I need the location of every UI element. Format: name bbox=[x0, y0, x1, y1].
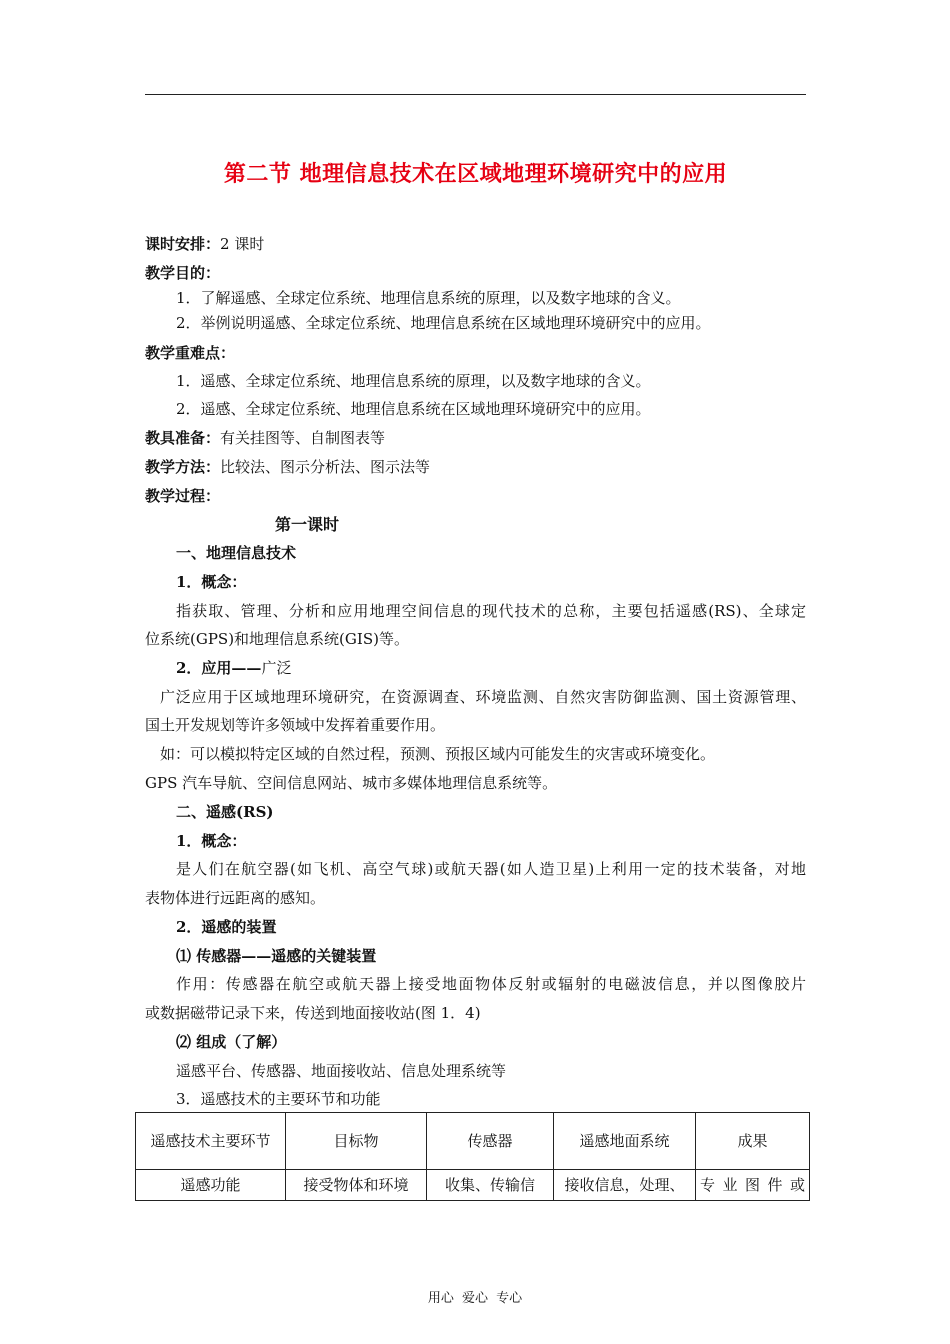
methods-line bbox=[145, 457, 430, 477]
table-header-cell: 成果 bbox=[696, 1113, 810, 1170]
table-cell: 专 业 图 件 或 bbox=[696, 1170, 810, 1201]
keypoint-item: 1．遥感、全球定位系统、地理信息系统的原理，以及数字地球的含义。 bbox=[176, 372, 651, 390]
section1-concept-text: 位系统(GPS)和地理信息系统(GIS)等。 bbox=[145, 630, 409, 648]
section1-concept-heading: 1．概念： bbox=[176, 573, 247, 591]
table-header-cell: 遥感地面系统 bbox=[554, 1113, 696, 1170]
process-label: 教学过程： bbox=[145, 487, 221, 505]
section2-concept-heading: 1．概念： bbox=[176, 832, 247, 850]
page-footer: 用心 爱心 专心 bbox=[427, 1291, 523, 1306]
section2-sensor-text: 或数据磁带记录下来，传送到地面接收站(图 1．4) bbox=[145, 1004, 481, 1022]
schedule-label: 课时安排： bbox=[145, 235, 221, 253]
table-header-row bbox=[136, 1113, 810, 1170]
header-rule bbox=[145, 94, 806, 95]
section1-heading: 一、地理信息技术 bbox=[176, 544, 297, 562]
section1-application-heading: 2．应用—— bbox=[176, 659, 262, 677]
methods-value: 比较法、图示分析法、图示法等 bbox=[220, 458, 431, 476]
tools-value: 有关挂图等、自制图表等 bbox=[220, 429, 386, 447]
section2-concept-text: 是人们在航空器(如飞机、高空气球)或航天器(如人造卫星)上利用一定的技术装备，对地 bbox=[176, 860, 806, 878]
section2-device-heading: 2．遥感的装置 bbox=[176, 918, 277, 936]
table-cell: 收集、传输信 bbox=[427, 1170, 554, 1201]
lesson-title: 第一课时 bbox=[275, 515, 340, 534]
section1-application-text: 国土开发规划等许多领域中发挥着重要作用。 bbox=[145, 716, 446, 734]
objective-item: 2．举例说明遥感、全球定位系统、地理信息系统在区域地理环境研究中的应用。 bbox=[176, 314, 711, 332]
section1-example-text: GPS 汽车导航、空间信息网站、城市多媒体地理信息系统等。 bbox=[145, 774, 558, 792]
section2-concept-text: 表物体进行远距离的感知。 bbox=[145, 889, 326, 907]
section2-heading: 二、遥感(RS) bbox=[176, 803, 274, 821]
schedule-line bbox=[145, 234, 264, 254]
table-header-cell: 目标物 bbox=[286, 1113, 427, 1170]
schedule-value: 2 课时 bbox=[220, 235, 265, 253]
section2-composition-text: 遥感平台、传感器、地面接收站、信息处理系统等 bbox=[176, 1062, 507, 1080]
objectives-label: 教学目的： bbox=[145, 264, 221, 282]
table-cell: 接受物体和环境 bbox=[286, 1170, 427, 1201]
section2-composition-heading: ⑵ 组成（了解） bbox=[176, 1033, 287, 1051]
objective-item: 1．了解遥感、全球定位系统、地理信息系统的原理，以及数字地球的含义。 bbox=[176, 289, 681, 307]
section1-application-suffix: 广泛 bbox=[261, 659, 292, 677]
table-header-cell: 传感器 bbox=[427, 1113, 554, 1170]
section1-application-line bbox=[176, 658, 291, 678]
section1-application-text: 广泛应用于区域地理环境研究，在资源调查、环境监测、自然灾害防御监测、国土资源管理、 bbox=[160, 688, 806, 706]
table-cell: 接收信息，处理、 bbox=[554, 1170, 696, 1201]
keypoint-item: 2．遥感、全球定位系统、地理信息系统在区域地理环境研究中的应用。 bbox=[176, 400, 651, 418]
section2-sensor-text: 作用：传感器在航空或航天器上接受地面物体反射或辐射的电磁波信息，并以图像胶片 bbox=[176, 975, 806, 993]
page-title: 第二节 地理信息技术在区域地理环境研究中的应用 bbox=[223, 161, 728, 187]
remote-sensing-table bbox=[135, 1112, 810, 1201]
keypoints-label: 教学重难点： bbox=[145, 344, 236, 362]
table-cell: 遥感功能 bbox=[136, 1170, 286, 1201]
table-caption: 3．遥感技术的主要环节和功能 bbox=[176, 1090, 381, 1108]
tools-line bbox=[145, 428, 385, 448]
table-row bbox=[136, 1170, 810, 1201]
tools-label: 教具准备： bbox=[145, 429, 221, 447]
methods-label: 教学方法： bbox=[145, 458, 221, 476]
section2-sensor-heading: ⑴ 传感器——遥感的关键装置 bbox=[176, 947, 377, 965]
table-header-cell: 遥感技术主要环节 bbox=[136, 1113, 286, 1170]
section1-concept-text: 指获取、管理、分析和应用地理空间信息的现代技术的总称，主要包括遥感(RS)、全球定 bbox=[176, 602, 806, 620]
section1-example-text: 如：可以模拟特定区域的自然过程，预测、预报区域内可能发生的灾害或环境变化。 bbox=[160, 745, 716, 763]
